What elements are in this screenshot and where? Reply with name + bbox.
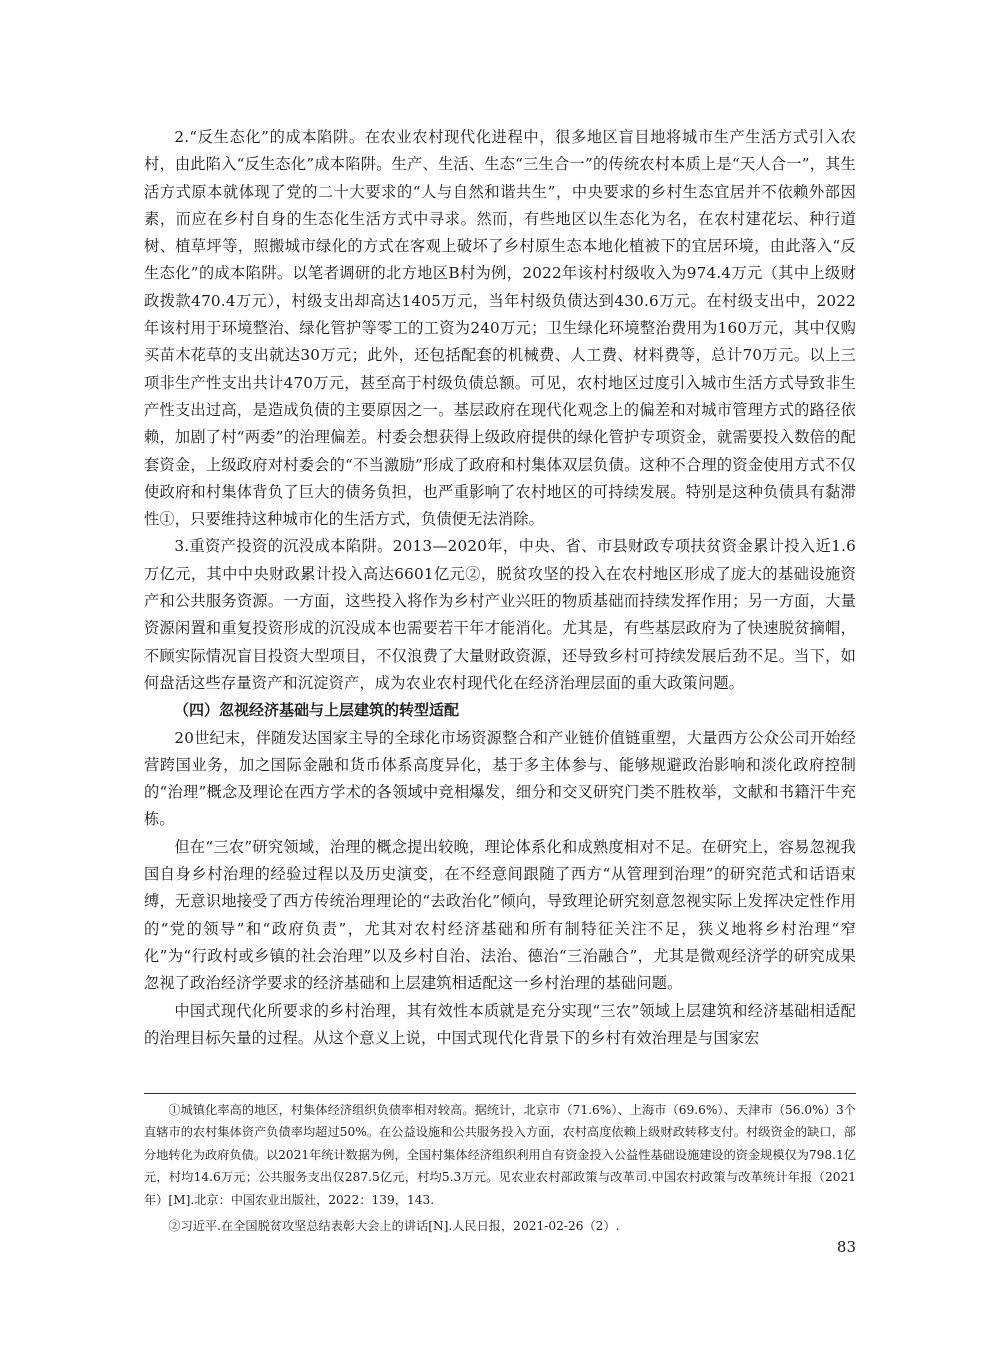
page-number: 83: [836, 1238, 856, 1256]
paragraph-governance-origin: 20世纪末，伴随发达国家主导的全球化市场资源整合和产业链价值链重塑，大量西方公众公司开始经营跨国业务，加之国际金融和货币体系高度异化，基于多主体参与、能够规避政治影响和淡化政府控制的“治理”概念及理论在西方学术的各领域中竞相爆发，细分和交叉研究门类不胜枚举，文献和书籍汗牛充栋。: [144, 728, 856, 829]
paragraph-three-rural-research: 但在“三农”研究领域，治理的概念提出较晚，理论体系化和成熟度相对不足。在研究上，容易忽视我国自身乡村治理的经验过程以及历史演变，在不经意间跟随了西方“从管理到治理”的研究范式和话语束缚，无意识地接受了西方传统治理理论的“去政治化”倾向，导致理论研究刻意忽视实际上发挥决定性作用的“党的领导”和“政府负责”，尤其对农村经济基础和所有制特征关注不足，狭义地将乡村治理“窄化”为“行政村或乡镇的社会治理”以及乡村自治、法治、德治“三治融合”，尤其是微观经济学的研究成果忽视了政治经济学要求的经济基础和上层建筑相适配这一乡村治理的基础问题。: [144, 837, 856, 993]
footnotes: [144, 1099, 856, 1237]
paragraph-sunk-cost-trap: 3.重资产投资的沉没成本陷阱。2013—2020年，中央、省、市县财政专项扶贫资金累计投入近1.6万亿元，其中中央财政累计投入高达6601亿元②，脱贫攻坚的投入在农村地区形成了庞大的基础设施资产和公共服务资源。一方面，这些投入将作为乡村产业兴旺的物质基础而持续发挥作用；另一方面，大量资源闲置和重复投资形成的沉没成本也需要若干年才能消化。尤其是，有些基层政府为了快速脱贫摘帽，不顾实际情况盲目投资大型项目，不仅浪费了大量财政资源，还导致乡村可持续发展后劲不足。当下，如何盘活这些存量资产和沉淀资产，成为农业农村现代化在经济治理层面的重大政策问题。: [144, 537, 856, 692]
footnote-2: ②习近平.在全国脱贫攻坚总结表彰大会上的讲话[N].人民日报，2021-02-26（2）.: [168, 1219, 620, 1234]
footnote-1: ①城镇化率高的地区，村集体经济组织负债率相对较高。据统计，北京市（71.6%）、上海市（69.6%）、天津市（56.0%）3个直辖市的农村集体资产负债率均超过50%。在公益设施和公共服务投入方面，农村高度依赖上级财政转移支付。村级资金的缺口，部分地转化为政府负债。以2021年统计数据为例，全国村集体经济组织利用自有资金投入公益性基础设施建设的资金规模仅为798.1亿元，村均14.6万元；公共服务支出仅287.5亿元，村均5.3万元。见农业农村部政策与改革司.中国农村政策与改革统计年报（2021年）[M].北京：中国农业出版社，2022：139，143.: [144, 1103, 856, 1207]
main-text: [144, 124, 856, 1052]
paragraph-chinese-modernization: 中国式现代化所要求的乡村治理，其有效性本质就是充分实现“三农”领域上层建筑和经济基础相适配的治理目标矢量的过程。从这个意义上说，中国式现代化背景下的乡村有效治理是与国家宏: [144, 1001, 856, 1047]
section-heading: （四）忽视经济基础与上层建筑的转型适配: [174, 701, 460, 720]
paragraph-cost-trap-anti-ecological: 2.“反生态化”的成本陷阱。在农业农村现代化进程中，很多地区盲目地将城市生产生活方式引入农村，由此陷入“反生态化”成本陷阱。生产、生活、生态“三生合一”的传统农村本质上是“天人合一”，其生活方式原本就体现了党的二十大要求的“人与自然和谐共生”，中央要求的乡村生态宜居并不依赖外部因素，而应在乡村自身的生态化生活方式中寻求。然而，有些地区以生态化为名，在农村建花坛、种行道树、植草坪等，照搬城市绿化的方式在客观上破坏了乡村原生态本地化植被下的宜居环境，由此落入“反生态化”的成本陷阱。以笔者调研的北方地区B村为例，2022年该村村级收入为974.4万元（其中上级财政拨款470.4万元），村级支出却高达1405万元，当年村级负债达到430.6万元。在村级支出中，2022年该村用于环境整治、绿化管护等零工的工资为240万元；卫生绿化环境整治费用为160万元，其中仅购买苗木花草的支出就达30万元；此外，还包括配套的机械费、人工费、材料费等，总计70万元。以上三项非生产性支出共计470万元，甚至高于村级负债总额。可见，农村地区过度引入城市生活方式导致非生产性支出过高，是造成负债的主要原因之一。基层政府在现代化观念上的偏差和对城市管理方式的路径依赖，加剧了村“两委”的治理偏差。村委会想获得上级政府提供的绿化管护专项资金，就需要投入数倍的配套资金，上级政府对村委会的“不当激励”形成了政府和村集体双层负债。这种不合理的资金使用方式不仅使政府和村集体背负了巨大的债务负担，也严重影响了农村地区的可持续发展。特别是这种负债具有黏滞性①，只要维持这种城市化的生活方式，负债便无法消除。: [144, 128, 856, 529]
footnote-divider: [144, 1093, 856, 1094]
